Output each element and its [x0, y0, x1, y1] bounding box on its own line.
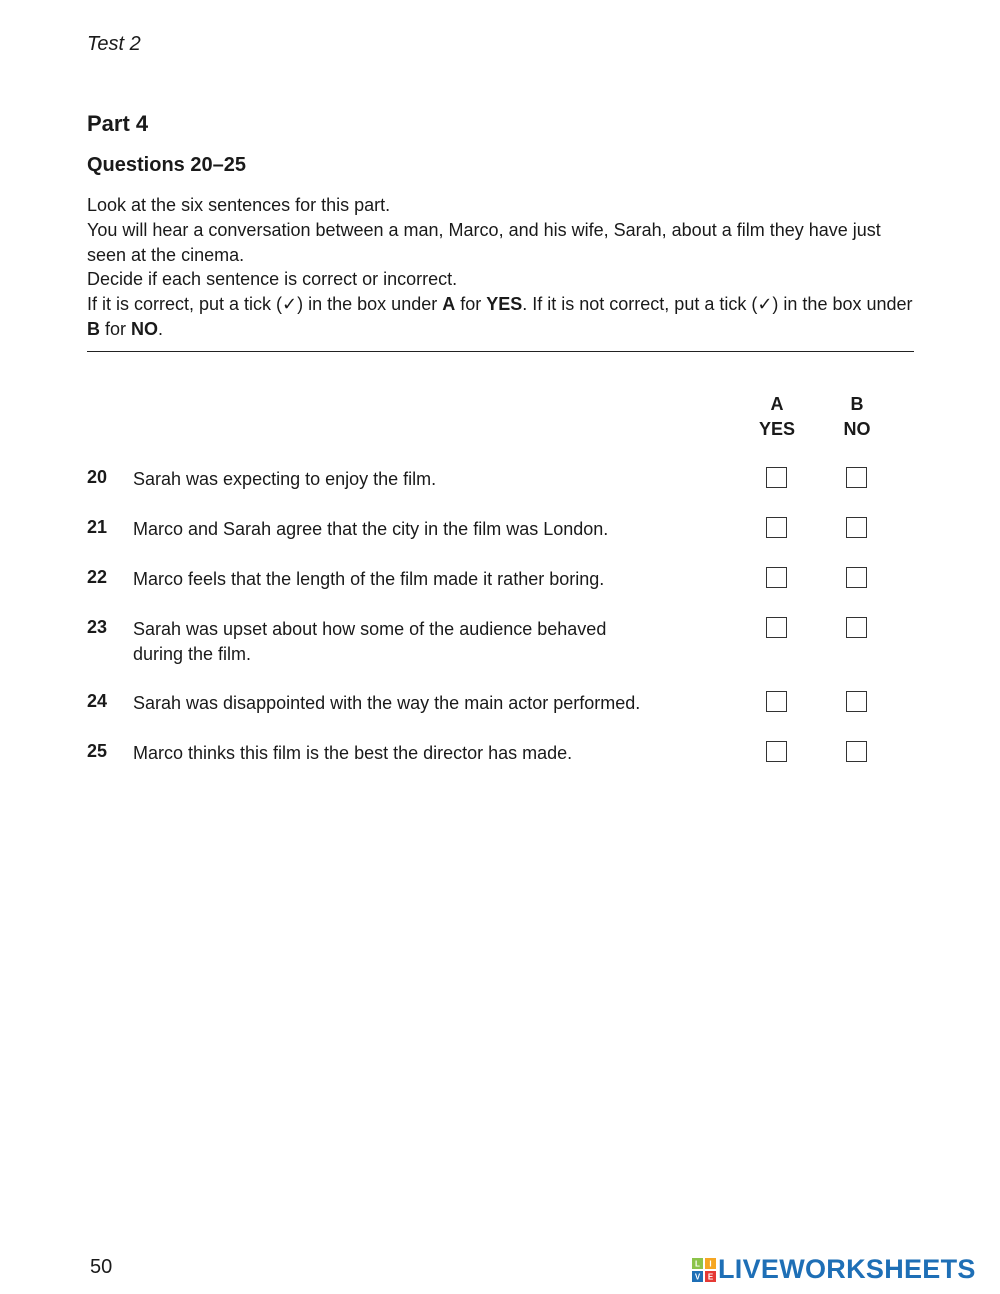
question-number: 25	[87, 741, 108, 761]
question-number: 23	[87, 617, 108, 637]
question-number: 24	[87, 691, 108, 711]
instruction-line: Decide if each sentence is correct or incorrect.	[87, 269, 458, 290]
svg-text:L: L	[695, 1259, 700, 1268]
no-checkbox[interactable]	[846, 691, 867, 712]
instruction-line: If it is correct, put a tick (✓) in the box under A for YES. If it is not correct, put a tick (✓) in the box under B for NO.	[87, 294, 913, 339]
liveworksheets-logo[interactable]	[692, 1254, 976, 1285]
no-checkbox[interactable]	[846, 741, 867, 762]
question-text: Marco thinks this film is the best the director has made.	[133, 743, 573, 763]
svg-text:I: I	[709, 1259, 712, 1268]
no-checkbox[interactable]	[846, 467, 867, 488]
question-number: 21	[87, 517, 108, 537]
divider	[87, 351, 914, 352]
question-text: Sarah was expecting to enjoy the film.	[133, 469, 437, 489]
page-number: 50	[90, 1256, 113, 1278]
question-number: 20	[87, 467, 108, 487]
yes-checkbox[interactable]	[766, 467, 787, 488]
yes-checkbox[interactable]	[766, 567, 787, 588]
column-b-letter: B	[850, 394, 864, 414]
yes-checkbox[interactable]	[766, 617, 787, 638]
yes-checkbox[interactable]	[766, 517, 787, 538]
svg-text:E: E	[707, 1272, 714, 1281]
question-text: Sarah was upset about how some of the audience behaved during the film.	[133, 619, 607, 664]
instruction-line: You will hear a conversation between a man, Marco, and his wife, Sarah, about a film they have just seen at the cinema.	[87, 219, 881, 265]
brand-name: LIVEWORKSHEETS	[718, 1254, 976, 1284]
question-number: 22	[87, 567, 108, 587]
part-title: Part 4	[87, 111, 149, 136]
question-text: Marco and Sarah agree that the city in the film was London.	[133, 519, 609, 539]
no-checkbox[interactable]	[846, 617, 867, 638]
column-a-label: YES	[758, 419, 796, 439]
yes-checkbox[interactable]	[766, 691, 787, 712]
test-label: Test 2	[87, 33, 141, 55]
column-b-label: NO	[843, 419, 871, 439]
column-a-letter: A	[770, 394, 784, 414]
question-text: Marco feels that the length of the film made it rather boring.	[133, 569, 605, 589]
column-header-a	[747, 392, 807, 442]
column-header-b	[827, 392, 887, 442]
svg-text:V: V	[694, 1272, 701, 1281]
no-checkbox[interactable]	[846, 517, 867, 538]
instruction-line: Look at the six sentences for this part.	[87, 195, 391, 215]
questions-heading: Questions 20–25	[87, 154, 246, 176]
instructions	[87, 193, 917, 342]
yes-checkbox[interactable]	[766, 741, 787, 762]
liveworksheets-icon	[692, 1258, 716, 1282]
question-text: Sarah was disappointed with the way the main actor performed.	[133, 693, 641, 713]
no-checkbox[interactable]	[846, 567, 867, 588]
